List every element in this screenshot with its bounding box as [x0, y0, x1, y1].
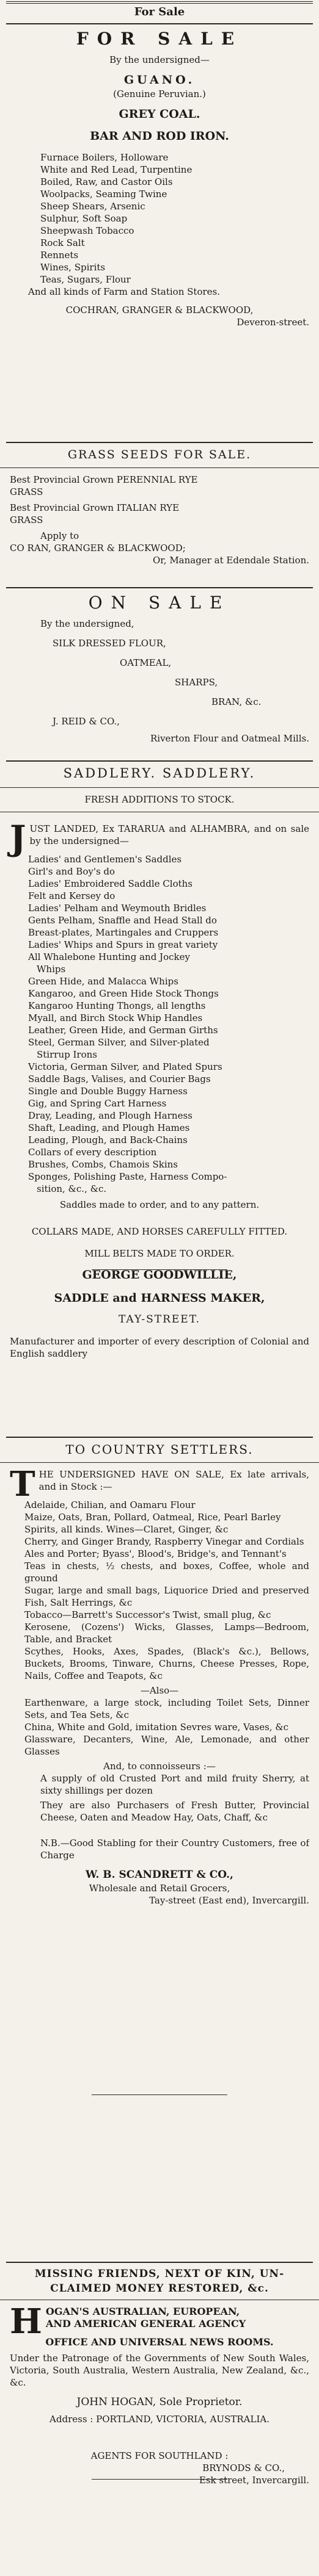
ad6-agent1: BRYNODS & CO.,	[202, 2462, 285, 2473]
ad1-firm: COCHRAN, GRANGER & BLACKWOOD,	[65, 305, 254, 316]
ad4-item: Ladies' Whips and Spurs in great variety	[28, 939, 218, 950]
ad4-item: Girl's and Boy's do	[28, 866, 116, 877]
ad1-heading: FOR SALE	[76, 29, 243, 49]
ad4-item: Myall, and Birch Stock Whip Handles	[28, 1012, 203, 1023]
ad6-heading2: CLAIMED MONEY RESTORED, &c.	[50, 2282, 269, 2295]
ad4-item: Leather, Green Hide, and German Girths	[28, 1025, 218, 1036]
ad4-item: Gents Pelham, Snaffle and Head Stall do	[28, 915, 217, 926]
ad-hogans-agency	[0, 2267, 319, 2572]
ad5-item: Teas in chests, ½ chests, and boxes, Coffee, whole and ground	[24, 1560, 309, 1584]
ad4-item: Ladies' Embroidered Saddle Cloths	[28, 878, 193, 889]
ad5-also: —Also—	[140, 1685, 179, 1696]
ad5-item: Adelaide, Chilian, and Oamaru Flour	[24, 1499, 196, 1510]
ad6-heading1: MISSING FRIENDS, NEXT OF KIN, UN-	[34, 2268, 285, 2280]
ad2-or: Or, Manager at Edendale Station.	[152, 555, 309, 566]
ad-for-sale-cochran	[0, 28, 319, 438]
ad5-nb: N.B.—Good Stabling for their Country Customers, free of Charge	[40, 1838, 309, 1861]
ad2-line2a: Best Provincial Grown ITALIAN RYE	[10, 502, 180, 513]
ad5-address: Tay-street (East end), Invercargill.	[149, 1895, 309, 1906]
ad4-heading: SADDLERY. SADDLERY.	[63, 766, 256, 781]
ad4-dropcap: J	[10, 818, 26, 859]
ad5-port: A supply of old Crusted Port and mild fruity Sherry, at sixty shillings per dozen	[40, 1773, 309, 1796]
ad3-rule	[6, 760, 313, 762]
ad-country-settlers	[0, 1441, 319, 2258]
ad1-item: Sheepwash Tobacco	[40, 225, 134, 236]
ad2-heading: GRASS SEEDS FOR SALE.	[67, 448, 252, 461]
ad4-name: GEORGE GOODWILLIE,	[82, 1268, 237, 1282]
ad1-iron: BAR AND ROD IRON.	[90, 129, 229, 143]
ad3-flour: SILK DRESSED FLOUR,	[53, 638, 166, 649]
ad-saddlery	[0, 765, 319, 1433]
ad5-rule	[6, 2262, 313, 2263]
ad2-apply: Apply to	[40, 530, 79, 541]
ad1-items	[10, 151, 309, 286]
ad6-address: Address : PORTLAND, VICTORIA, AUSTRALIA.	[50, 2414, 270, 2425]
ad3-bran: BRAN, &c.	[211, 696, 262, 707]
ad1-item: Furnace Boilers, Holloware	[40, 152, 169, 163]
ad5-items	[10, 1499, 309, 1682]
ad1-guano-sub: (Genuine Peruvian.)	[113, 88, 206, 99]
ad5-role: Wholesale and Retail Grocers,	[89, 1883, 230, 1894]
ad4-item: Ladies' and Gentlemen's Saddles	[28, 854, 182, 865]
ad4-item: Shaft, Leading, and Plough Hames	[28, 1122, 190, 1133]
ad2-inner-rule	[0, 467, 319, 468]
ad5-earth: Earthenware, a large stock, including Toilet Sets, Dinner Sets, and Tea Sets, &c	[24, 1697, 309, 1720]
ad5-dropcap: T	[10, 1464, 35, 1504]
ad4-item: Victoria, German Silver, and Plated Spurs	[28, 1061, 222, 1072]
ad4-item: Saddle Bags, Valises, and Courier Bags	[28, 1073, 211, 1084]
ad3-oatmeal: OATMEAL,	[120, 657, 172, 668]
ad4-rule	[6, 1437, 313, 1438]
ad1-item: Boiled, Raw, and Castor Oils	[40, 176, 173, 187]
ad5-item: Tobacco—Barrett's Successor's Twist, small plug, &c	[24, 1609, 271, 1620]
ad4-footer: Manufacturer and importer of every description of Colonial and English saddlery	[10, 1336, 309, 1359]
header-title: For Sale	[134, 5, 185, 18]
ad1-rule	[6, 442, 313, 443]
ad2-line2b: GRASS	[10, 514, 43, 525]
ad1-item: Wines, Spirits	[40, 262, 106, 273]
ad5-short-rule	[92, 2094, 227, 2095]
ad4-item: Breast-plates, Martingales and Cruppers	[28, 927, 219, 938]
ad4-intro: UST LANDED, Ex TARARUA and ALHAMBRA, and on sale by the undersigned—	[29, 823, 309, 846]
ad5-item: Sugar, large and small bags, Liquorice Dried and preserved Fish, Salt Herrings, &c	[24, 1585, 309, 1608]
top-rule	[6, 1, 313, 4]
ad5-extra	[10, 1697, 309, 1758]
ad6-patronage: Under the Patronage of the Governments of New South Wales, Victoria, South Australia, Western Australia, New Zealand, &c., &c.	[10, 2353, 309, 2388]
ad1-tail: And all kinds of Farm and Station Stores.	[28, 286, 220, 297]
ad5-item: Ales and Porter; Byass', Blood's, Bridge's, and Tennant's	[24, 1548, 287, 1559]
ad4-item: Brushes, Combs, Chamois Skins	[28, 1159, 178, 1170]
ad6-intro1: OGAN'S AUSTRALIAN, EUROPEAN,	[45, 2306, 240, 2317]
ad1-item: Woolpacks, Seaming Twine	[40, 189, 167, 200]
ad3-by: By the undersigned,	[40, 618, 134, 629]
ad1-guano: GUANO.	[123, 73, 196, 87]
ad5-item: Spirits, all kinds. Wines—Claret, Ginger, &c	[24, 1524, 229, 1535]
ad5-glass: Glassware, Decanters, Wine, Ale, Lemonade, and other Glasses	[24, 1734, 309, 1757]
ad4-item: Kangaroo, and Green Hide Stock Thongs	[28, 988, 219, 999]
ad4-item: Kangaroo Hunting Thongs, all lengths	[28, 1000, 206, 1011]
ad5-intro: HE UNDERSIGNED HAVE ON SALE, Ex late arrivals, and in Stock :—	[38, 1469, 309, 1492]
ad2-rule	[6, 587, 313, 588]
ad5-china: China, White and Gold, imitation Sevres ware, Vases, &c	[24, 1722, 289, 1733]
ad4-item: Collars of every description	[28, 1147, 157, 1158]
ad3-sharps: SHARPS,	[175, 677, 218, 688]
ad2-line1a: Best Provincial Grown PERENNIAL RYE	[10, 474, 198, 485]
ad1-item: Sulphur, Soft Soap	[40, 213, 128, 224]
ad4-inner-rule	[0, 787, 319, 788]
ad1-item: Rock Salt	[40, 237, 85, 248]
ad4-items	[10, 853, 309, 1195]
ad4-item: Leading, Plough, and Back-Chains	[28, 1135, 188, 1145]
ad5-inner-rule	[0, 1462, 319, 1463]
ad1-item: Sheep Shears, Arsenic	[40, 201, 145, 212]
ad6-intro3: OFFICE AND UNIVERSAL NEWS ROOMS.	[45, 2336, 274, 2348]
ad2-line1b: GRASS	[10, 486, 43, 497]
ad4-fresh: FRESH ADDITIONS TO STOCK.	[84, 794, 235, 805]
ad4-item: Single and Double Buggy Harness	[28, 1086, 188, 1097]
ad5-item: Scythes, Hooks, Axes, Spades, (Black's &c.), Bellows, Buckets, Brooms, Tinware, Churns, Cheese Presses, Rope, Nails, Coffee and Teapots, &c	[24, 1646, 309, 1681]
ad5-heading: TO COUNTRY SETTLERS.	[65, 1442, 254, 1457]
ad-on-sale-reid	[0, 592, 319, 757]
ad5-item: Maize, Oats, Bran, Pollard, Oatmeal, Rice, Pearl Barley	[24, 1512, 281, 1523]
ad4-collars: COLLARS MADE, AND HORSES CAREFULLY FITTED.	[31, 1226, 288, 1237]
ad4-item: Green Hide, and Malacca Whips	[28, 976, 178, 987]
ad4-mill: MILL BELTS MADE TO ORDER.	[84, 1248, 235, 1259]
ad1-coal: GREY COAL.	[119, 107, 200, 121]
ad1-by: By the undersigned—	[109, 54, 210, 65]
ad1-address: Deveron-street.	[237, 317, 309, 328]
ad6-name: JOHN HOGAN, Sole Proprietor.	[76, 2396, 243, 2408]
ad4-item: Felt and Kersey do	[28, 890, 116, 901]
ad4-intro-block	[10, 818, 309, 859]
ad4-item: Sponges, Polishing Paste, Harness Compo-	[28, 1171, 227, 1182]
ad2-body	[10, 474, 309, 566]
ad6-agent2: Esk street, Invercargill.	[199, 2475, 309, 2486]
ad5-intro-block	[10, 1464, 309, 1504]
ad4-item: Whips	[37, 964, 66, 975]
ad6-short-rule	[92, 2479, 227, 2480]
ad-grass-seeds	[0, 447, 319, 585]
ad4-item: sition, &c., &c.	[37, 1183, 107, 1194]
ad1-item: Teas, Sugars, Flour	[40, 274, 131, 285]
ad4-item: Ladies' Pelham and Weymouth Bridles	[28, 903, 207, 914]
ad5-purchasers: They are also Purchasers of Fresh Butter, Provincial Cheese, Oaten and Meadow Hay, Oats, Chaff, &c	[40, 1800, 309, 1823]
ad3-heading: ON SALE	[88, 593, 231, 613]
ad4-item: Steel, German Silver, and Silver-plated	[28, 1037, 210, 1048]
ad1-item: Rennets	[40, 250, 79, 261]
ad1-item: White and Red Lead, Turpentine	[40, 164, 193, 175]
ad4-order: Saddles made to order, and to any pattern.	[59, 1199, 260, 1210]
ad5-conn: And, to connoisseurs :—	[103, 1761, 216, 1772]
column-header	[0, 5, 319, 20]
ad6-dropcap: H	[10, 2301, 42, 2342]
ad4-item: Dray, Leading, and Plough Harness	[28, 1110, 193, 1121]
ad5-item: Cherry, and Ginger Brandy, Raspberry Vinegar and Cordials	[24, 1536, 304, 1547]
ad4-item: Stirrup Irons	[37, 1049, 97, 1060]
ad4-short-rule	[92, 1269, 227, 1270]
ad6-agents: AGENTS FOR SOUTHLAND :	[90, 2450, 229, 2461]
ad4-item: All Whalebone Hunting and Jockey	[28, 951, 190, 962]
ad6-intro2: AND AMERICAN GENERAL AGENCY	[45, 2318, 246, 2329]
ad5-item: Kerosene, (Cozens') Wicks, Glasses, Lamps—Bedroom, Table, and Bracket	[24, 1622, 309, 1645]
ad5-firm: W. B. SCANDRETT & CO.,	[86, 1869, 233, 1881]
ad4-street: TAY-STREET.	[119, 1313, 200, 1326]
ad4-item: Gig, and Spring Cart Harness	[28, 1098, 167, 1109]
ad4-trade: SADDLE and HARNESS MAKER,	[54, 1291, 265, 1305]
ad3-address: Riverton Flour and Oatmeal Mills.	[150, 733, 309, 744]
ad2-firm: CO RAN, GRANGER & BLACKWOOD;	[10, 543, 186, 554]
header-rule	[6, 23, 313, 24]
ad3-firm: J. REID & CO.,	[53, 716, 120, 727]
